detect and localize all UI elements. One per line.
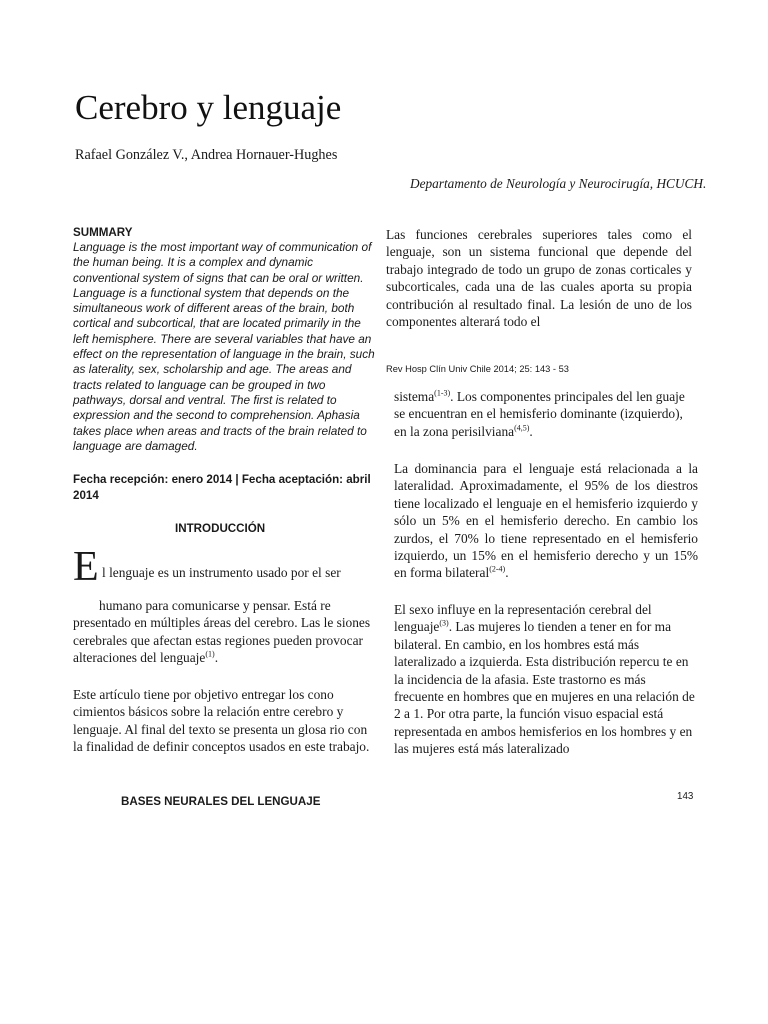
page-title: Cerebro y lenguaje (75, 88, 342, 127)
right-paragraph-2-b: . Los componentes principales del len guaje se encuentran en el hemisferio dominante (izquierdo), en la zona perisilviana (394, 389, 685, 439)
intro-paragraph-1-end: . (214, 650, 219, 666)
journal-citation: Rev Hosp Clín Univ Chile 2014; 25: 143 - 53 (386, 364, 569, 374)
right-paragraph-3-end: . (505, 565, 509, 581)
section-heading-bases: BASES NEURALES DEL LENGUAJE (121, 795, 321, 808)
right-paragraph-3 (394, 460, 698, 582)
page-number: 143 (677, 791, 694, 802)
summary-text: Language is the most important way of communication of the human being. It is a complex and dynamic conventional system of signs that can be oral or written. Language is a functional system that depends on the simultaneous work of different areas of the brain, both cortical and subcortical, that are located primarily in the left hemisphere. There are several variables that have an effect on the representation of language in the brain, such as laterality, sex, scholarship and age. The areas and tracts related to language can be grouped in two pathways, dorsal and ventral. The first is related to expression and the second to comprehension. Aphasia takes place when areas and tracts of the brain related to language are damaged. (73, 240, 375, 453)
citation-ref: (1) (205, 649, 215, 659)
citation-ref: (1-3) (434, 388, 451, 398)
intro-paragraph-1 (73, 597, 373, 667)
right-paragraph-2-c: . (529, 423, 533, 439)
citation-ref: (3) (439, 618, 449, 628)
intro-paragraph-2: Este artículo tiene por objetivo entregar los cono cimientos básicos sobre la relación entre cerebro y lenguaje. Al final del texto se presenta un glosa rio con la finalidad de definir conceptos usados en este trabajo. (73, 687, 370, 755)
right-paragraph-2 (394, 388, 696, 440)
authors: Rafael González V., Andrea Hornauer-Hughes (75, 147, 338, 163)
drop-cap: E (73, 544, 99, 590)
summary-heading: SUMMARY (73, 226, 133, 239)
intro-first-line: l lenguaje es un instrumento usado por el ser (102, 565, 341, 580)
right-paragraph-2-a: sistema (394, 389, 435, 404)
right-paragraph-1: Las funciones cerebrales superiores tales como el lenguaje, son un sistema funcional que depende del trabajo integrado de todo un grupo de zonas corticales y subcorticales, cada una de las cuales aporta su propia contribución al resultado final. La lesión de uno de los componentes alterará todo el (386, 227, 692, 330)
right-paragraph-4 (394, 601, 696, 758)
right-paragraph-3-text: La dominancia para el lenguaje está relacionada a la lateralidad. Aproximadamente, el 95% de los diestros tiene localizado el lenguaje en el hemisferio izquierdo y sólo un 5% en el hemisferio derecho. En cambio los zurdos, el 70% lo tiene representado en el hemisferio izquierdo, un 15% en el hemisferio derecho y un 15% en forma bilateral (394, 461, 698, 581)
department-affiliation: Departamento de Neurología y Neurocirugía, HCUCH. (410, 176, 707, 191)
right-paragraph-4-a: El sexo influye en la representación cerebral del lenguaje (394, 602, 652, 635)
citation-ref: (2-4) (489, 564, 506, 574)
introduction-heading: INTRODUCCIÓN (175, 522, 266, 535)
right-paragraph-4-b: . Las mujeres lo tienden a tener en for ma bilateral. En cambio, en los hombres está más lateralizado a izquierda. Esta distribución repercu te en la incidencia de la afasia. Este trastorno es más frecuente en hombres que en mujeres en una relación de 2 a 1. Por otra parte, la función visuo espacial está representada en ambos hemisferios en los hombres y en las mujeres está más lateralizado (394, 619, 695, 757)
citation-ref: (4,5) (514, 423, 530, 433)
received-accepted-dates: Fecha recepción: enero 2014 | Fecha aceptación: abril 2014 (73, 473, 371, 502)
intro-paragraph-1-text: humano para comunicarse y pensar. Está re presentado en múltiples áreas del cerebro. Las le siones cerebrales que afectan estas regiones pueden provocar alteraciones del lenguaje (73, 598, 371, 666)
